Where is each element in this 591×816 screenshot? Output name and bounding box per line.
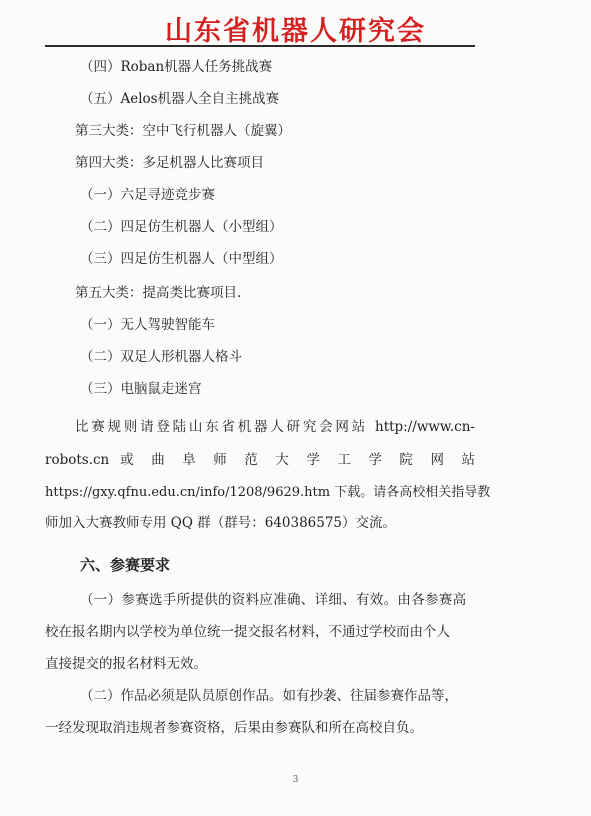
list-item-aelos: （五）Aelos机器人全自主挑战赛 (80, 91, 280, 107)
requirement-2-line-1: （二）作品必须是队员原创作品。如有抄袭、往届参赛作品等， (80, 688, 458, 704)
requirement-1-line-3: 直接提交的报名材料无效。 (45, 656, 207, 672)
list-item-roban: （四）Roban机器人任务挑战赛 (80, 59, 273, 75)
category-heading-aerial: 第三大类：空中飞行机器人（旋翼） (75, 123, 291, 139)
list-item-quadruped-medium: （三）四足仿生机器人（中型组） (80, 251, 283, 267)
requirement-1-line-2: 校在报名期内以学校为单位统一提交报名材料，不通过学校而由个人 (45, 624, 450, 640)
requirement-2-line-2: 一经发现取消违规者参赛资格，后果由参赛队和所在高校自负。 (45, 720, 423, 736)
section-heading: 六、参赛要求 (80, 556, 171, 574)
category-heading-advanced: 第五大类：提高类比赛项目. (75, 285, 242, 301)
rules-line-4: 师加入大赛教师专用 QQ 群（群号：640386575）交流。 (45, 515, 397, 531)
list-item-micromouse: （三）电脑鼠走迷宫 (80, 381, 202, 397)
rules-line-3: https://gxy.qfnu.edu.cn/info/1208/9629.htm 下载。请各高校相关指导教 (45, 485, 491, 500)
category-heading-multilegged: 第四大类：多足机器人比赛项目 (75, 155, 264, 171)
rules-line-1: 比赛规则请登陆山东省机器人研究会网站 http://www.cn- (75, 419, 475, 435)
letterhead-divider (45, 45, 475, 47)
requirement-1-line-1: （一）参赛选手所提供的资料应准确、详细、有效。由各参赛高 (80, 592, 467, 608)
page-number: 3 (292, 775, 299, 785)
list-item-quadruped-small: （二）四足仿生机器人（小型组） (80, 219, 283, 235)
list-item-hexapod: （一）六足寻迹竞步赛 (80, 187, 215, 203)
letterhead-title: 山东省机器人研究会 (165, 16, 426, 47)
list-item-biped-fight: （二）双足人形机器人格斗 (80, 349, 242, 365)
rules-line-2: robots.cn 或 曲 阜 师 范 大 学 工 学 院 网 站 (45, 452, 475, 468)
list-item-driverless-car: （一）无人驾驶智能车 (80, 317, 215, 333)
